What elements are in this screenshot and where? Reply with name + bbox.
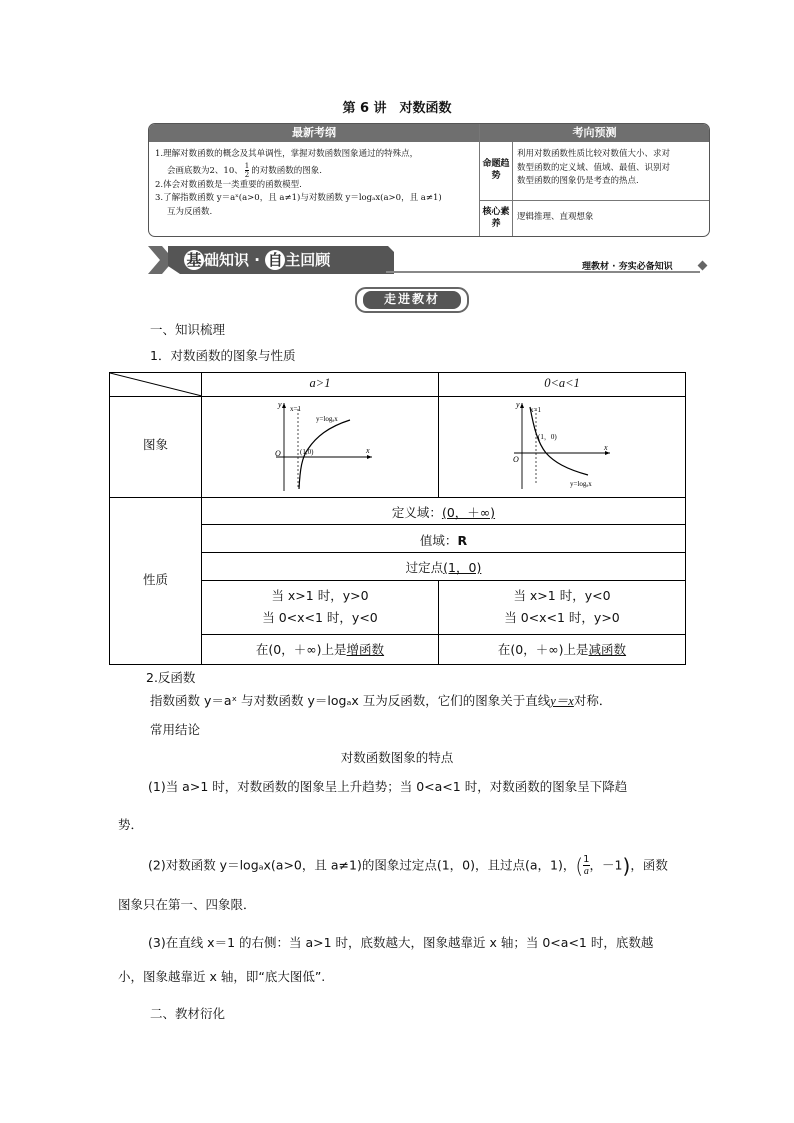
trend-label: 命题趋势 bbox=[482, 159, 510, 181]
outline-list bbox=[155, 148, 475, 219]
banner-right-text: 理教材 · 夯实必备知识 bbox=[582, 262, 673, 272]
section-banner bbox=[148, 246, 394, 274]
literacy-text: 逻辑推理、直观想象 bbox=[517, 212, 594, 222]
symmetry-line: y＝x bbox=[550, 694, 574, 708]
function-label: y=logₐx bbox=[316, 415, 338, 423]
fixed-point-row: 过定点(1，0) bbox=[405, 560, 482, 575]
origin-label: O bbox=[513, 455, 519, 464]
banner-char-circle: 基 bbox=[184, 250, 204, 270]
section-heading: 一、知识梳理 bbox=[150, 322, 226, 337]
divider bbox=[479, 124, 480, 236]
origin-label: O bbox=[275, 449, 281, 458]
banner-text: 知识 bbox=[219, 251, 250, 269]
conclusion-2-cont: 图象只在第一、四象限． bbox=[118, 897, 256, 912]
axis-label-x: x bbox=[366, 446, 370, 455]
sub-heading: 2.反函数 bbox=[146, 670, 196, 685]
row-label-property: 性质 bbox=[142, 572, 168, 587]
monotonic-left: 在(0，＋∞)上是增函数 bbox=[255, 642, 385, 657]
outline-item: 互为反函数. bbox=[167, 206, 213, 217]
fraction-numerator: 1 bbox=[244, 161, 250, 170]
banner-dot: · bbox=[254, 251, 260, 269]
header-a-gt-1: a>1 bbox=[309, 376, 331, 390]
banner-char: 主 bbox=[285, 251, 301, 269]
axis-label-x: x bbox=[604, 443, 608, 452]
line-label: x=1 bbox=[290, 405, 301, 413]
conclusion-1: (1)当 a>1 时，对数函数的图象呈上升趋势；当 0<a<1 时，对数函数的图象呈下降趋 bbox=[148, 779, 628, 794]
common-conclusion-heading: 常用结论 bbox=[150, 722, 201, 737]
inverse-paragraph: 指数函数 y＝aˣ 与对数函数 y＝logₐx 互为反函数，它们的图象关于直线y＝x对称． bbox=[150, 693, 612, 708]
banner-char: 础 bbox=[204, 251, 220, 269]
feature-title: 对数函数图象的特点 bbox=[340, 750, 454, 765]
line-label: x=1 bbox=[530, 406, 541, 414]
domain-value: (0，＋∞) bbox=[441, 505, 496, 520]
conclusion-2: (2)对数函数 y＝logₐx(a>0，且 a≠1)的图象过定点(1，0)，且过点(a，1)，( $\frac{1}{a}$ ，－1)，函数 bbox=[148, 853, 668, 878]
monotonic-right: 在(0，＋∞)上是减函数 bbox=[497, 642, 627, 657]
textbook-tag bbox=[355, 287, 469, 313]
fraction-denominator: a bbox=[583, 866, 589, 877]
diamond-icon bbox=[698, 261, 708, 271]
range-row: 值域：R bbox=[419, 533, 468, 548]
textbook-tag-label: 走进教材 bbox=[363, 291, 461, 309]
property-table bbox=[109, 372, 686, 665]
outline-item: 1.理解对数函数的概念及其单调性，掌握对数函数图象通过的特殊点， bbox=[155, 149, 419, 159]
point-label: (1，0) bbox=[538, 433, 557, 441]
left-paren: ( bbox=[575, 853, 584, 878]
sub-heading: 1．对数函数的图象与性质 bbox=[150, 348, 296, 363]
outline-item: 3.了解指数函数 y＝aˣ(a>0，且 a≠1)与对数函数 y＝logₐx(a>0，且 a≠1) bbox=[155, 193, 442, 203]
conclusion-1-cont: 势． bbox=[118, 817, 144, 832]
header-a-lt-1: 0<a<1 bbox=[544, 376, 580, 390]
right-paren: ) bbox=[622, 853, 631, 878]
axis-label-y: y bbox=[516, 400, 520, 409]
axis-label-y: y bbox=[278, 400, 282, 409]
outline-item: 2.体会对数函数是一类重要的函数模型. bbox=[155, 179, 302, 190]
trend-text: 利用对数函数性质比较对数值大小、求对 数型函数的定义域、值域、最值、识别对 数型函数的图象仍是考查的热点. bbox=[517, 149, 671, 186]
fixed-point-value: (1，0) bbox=[443, 560, 482, 575]
section-heading: 二、教材衍化 bbox=[150, 1006, 226, 1021]
graph-decreasing bbox=[508, 399, 628, 495]
row-label-graph: 图象 bbox=[142, 437, 168, 452]
sign-left: 当 x>1 时，y>0 当 0<x<1 时，y<0 bbox=[262, 588, 378, 625]
outline-item: 会画底数为2、10、 $\frac{1}{2}$ 的对数函数的图象. bbox=[167, 161, 322, 179]
sign-right: 当 x>1 时，y<0 当 0<x<1 时，y>0 bbox=[504, 588, 620, 625]
fraction-numerator: 1 bbox=[583, 854, 590, 865]
outline-heading: 最新考纲 bbox=[149, 124, 479, 142]
point-label: (1,0) bbox=[300, 448, 314, 456]
conclusion-3-cont: 小，图象越靠近 x 轴，即“底大图低”. bbox=[118, 969, 326, 984]
divider bbox=[480, 200, 709, 201]
conclusion-3: (3)在直线 x＝1 的右侧：当 a>1 时，底数越大，图象越靠近 x 轴；当 0<a<1 时，底数越 bbox=[148, 935, 654, 950]
fraction-denominator: 2 bbox=[244, 170, 250, 179]
banner-char-circle: 自 bbox=[265, 250, 285, 270]
forecast-heading: 考向预测 bbox=[480, 124, 709, 142]
literacy-label: 核心素养 bbox=[482, 207, 510, 229]
range-value: R bbox=[457, 533, 468, 548]
function-label: y=logₐx bbox=[570, 480, 592, 488]
domain-row: 定义域：(0，＋∞) bbox=[391, 505, 496, 520]
divider bbox=[512, 142, 513, 236]
corner-diagonal bbox=[110, 373, 202, 397]
graph-increasing bbox=[270, 399, 380, 495]
page-title: 第 6 讲 对数函数 bbox=[342, 101, 452, 116]
banner-text: 回顾 bbox=[300, 251, 331, 269]
exam-info-box bbox=[148, 123, 710, 237]
